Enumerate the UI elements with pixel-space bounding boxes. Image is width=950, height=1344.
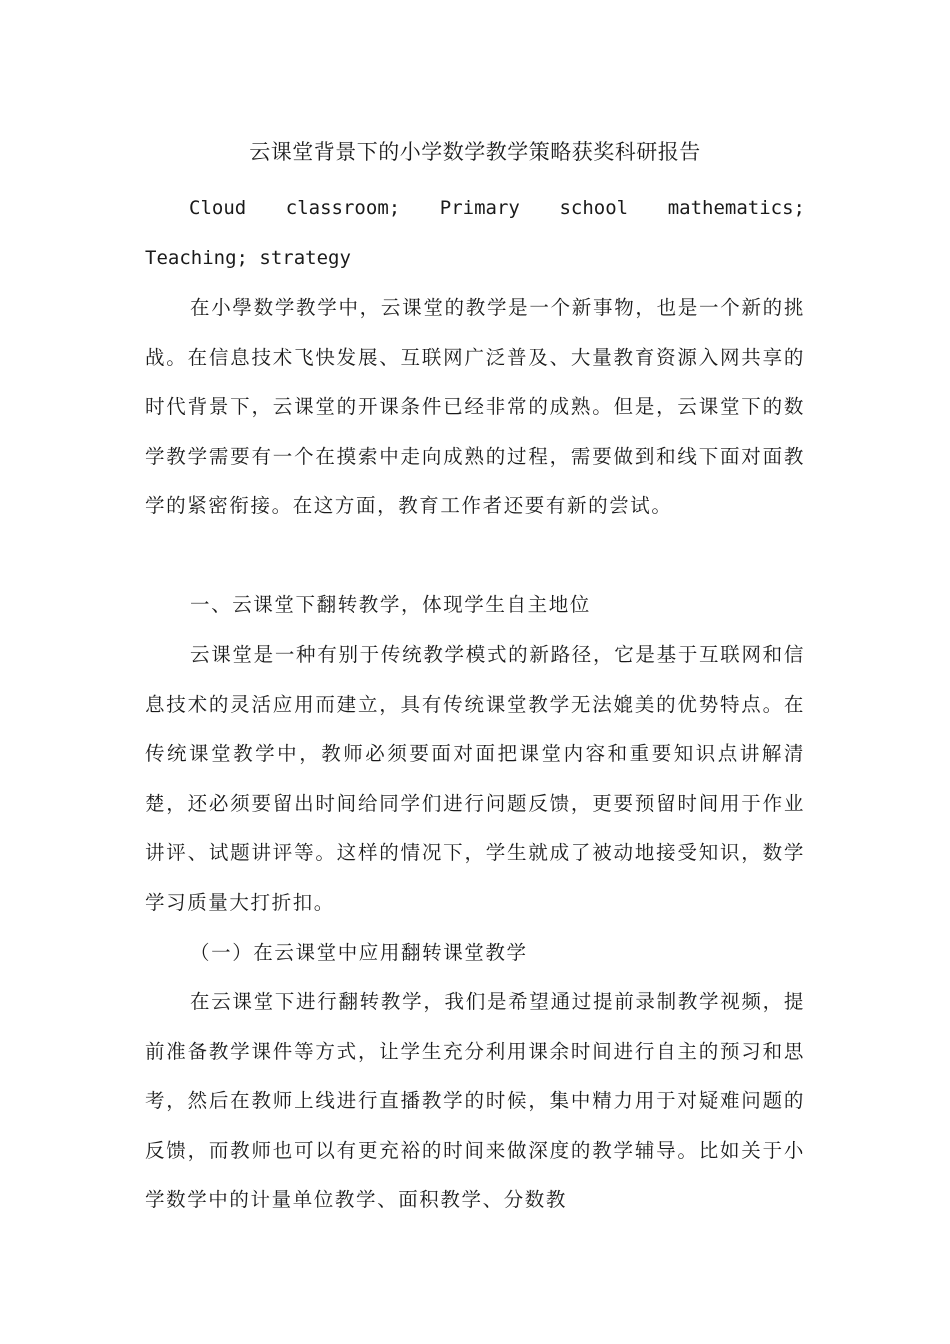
section-heading-1: 一、云课堂下翻转教学，体现学生自主地位 (190, 593, 591, 616)
paragraph-section-1: 云课堂是一种有别于传统教学模式的新路径，它是基于互联网和信息技术的灵活应用而建立，具有传统课堂教学无法媲美的优势特点。在传统课堂教学中，教师必须要面对面把课堂内容和重要知识点讲解清楚，还必须要留出时间给同学们进行问题反馈，更要预留时间用于作业讲评、试题讲评等。这样的情况下，学生就成了被动地接受知识，数学学习质量大打折扣。 (145, 643, 805, 914)
paragraph-subsection-1: 在云课堂下进行翻转教学，我们是希望通过提前录制教学视频，提前准备教学课件等方式，让学生充分利用课余时间进行自主的预习和思考，然后在教师上线进行直播教学的时候，集中精力用于对疑难问题的反馈，而教师也可以有更充裕的时间来做深度的教学辅导。比如关于小学数学中的计量单位教学、面积教学、分数教 (145, 990, 805, 1211)
keywords-line: Cloud classroom; Primary school mathematics; Teaching; strategy (145, 197, 805, 269)
subsection-heading-1: （一）在云课堂中应用翻转课堂教学 (190, 941, 528, 964)
paragraph-intro: 在小學数学教学中，云课堂的教学是一个新事物，也是一个新的挑战。在信息技术飞快发展、互联网广泛普及、大量教育资源入网共享的时代背景下，云课堂的开课条件已经非常的成熟。但是，云课堂下的数学教学需要有一个在摸索中走向成熟的过程，需要做到和线下面对面教学的紧密衔接。在这方面，教育工作者还要有新的尝试。 (145, 296, 805, 517)
document-title: 云课堂背景下的小学数学教学策略获奖科研报告 (249, 140, 701, 164)
